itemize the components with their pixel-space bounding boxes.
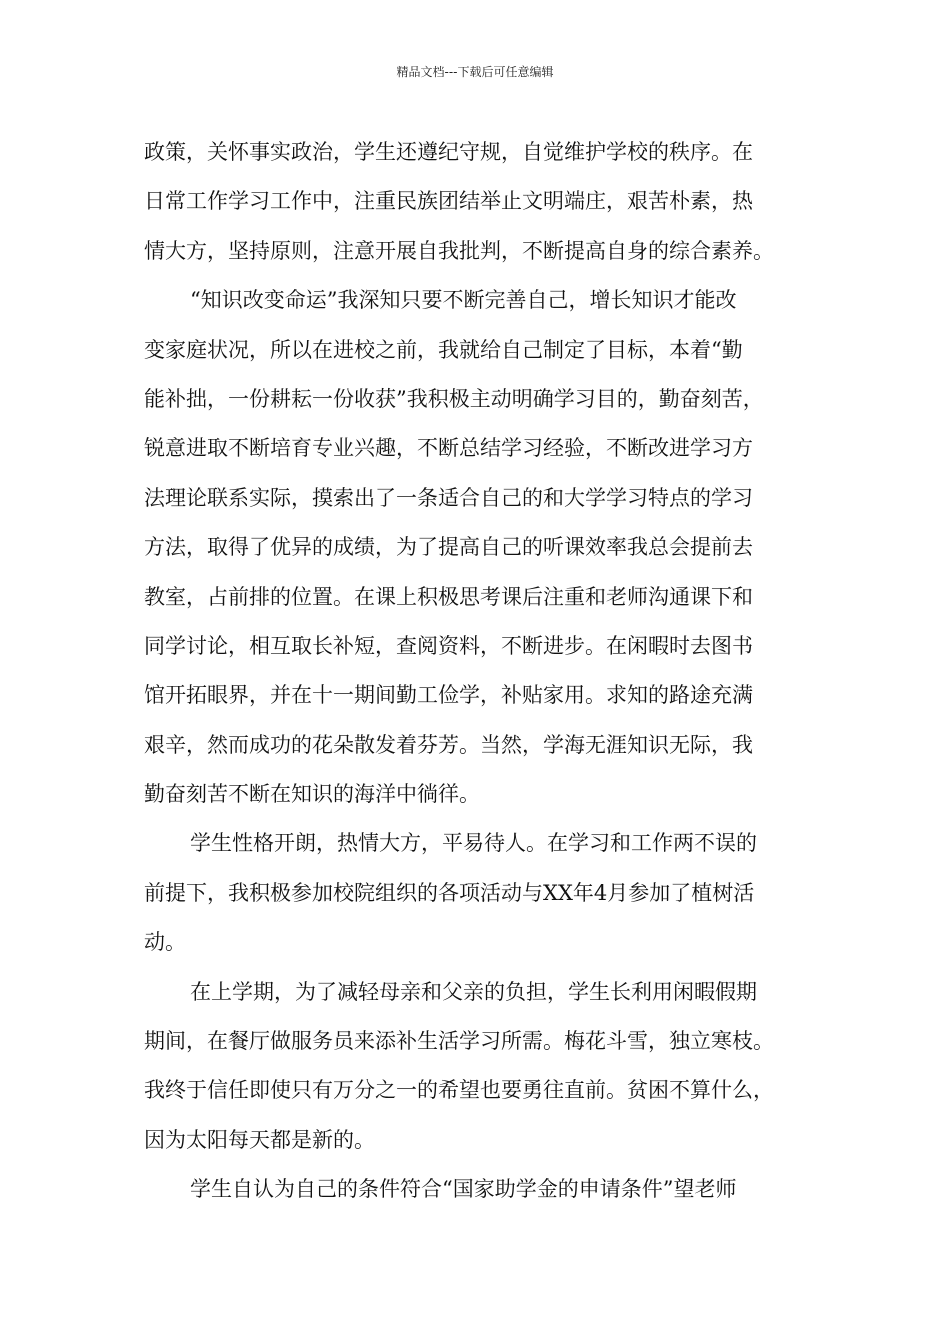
text-line: 政策，关怀事实政治，学生还遵纪守规，自觉维护学校的秩序。在 [144, 140, 753, 164]
text-line: 前提下，我积极参加校院组织的各项活动与XX年4月参加了植树活 [144, 880, 755, 905]
text-line: 方法，取得了优异的成绩，为了提高自己的听课效率我总会提前去 [144, 535, 753, 560]
text-line: 同学讨论，相互取长补短，查阅资料，不断进步。在闲暇时去图书 [144, 633, 753, 658]
text-line: 艰辛，然而成功的花朵散发着芬芳。当然，学海无涯知识无际，我 [144, 732, 753, 757]
text-line: 日常工作学习工作中，注重民族团结举止文明端庄，艰苦朴素，热 [144, 189, 753, 214]
text-line: 因为太阳每天都是新的。 [144, 1127, 375, 1152]
text-line: 在上学期，为了减轻母亲和父亲的负担，学生长利用闲暇假期 [190, 979, 757, 1004]
text-line: 馆开拓眼界，并在十一期间勤工俭学，补贴家用。求知的路途充满 [144, 683, 753, 708]
text-line: 期间，在餐厅做服务员来添补生活学习所需。梅花斗雪，独立寒枝。 [144, 1029, 774, 1054]
text-line: 动。 [144, 930, 186, 955]
text-line: 教室，占前排的位置。在课上积极思考课后注重和老师沟通课下和 [144, 584, 753, 609]
page-header: 精品文档---下载后可任意编辑 [396, 65, 554, 79]
text-line: 变家庭状况，所以在进校之前，我就给自己制定了目标，本着“勤 [144, 337, 743, 362]
text-line: 法理论联系实际，摸索出了一条适合自己的和大学学习特点的学习 [144, 485, 753, 510]
text-line: 学生自认为自己的条件符合“国家助学金的申请条件”望老师 [190, 1177, 737, 1202]
text-line: 能补拙，一份耕耘一份收获”我积极主动明确学习目的，勤奋刻苦， [144, 386, 764, 411]
text-line: 学生性格开朗，热情大方，平易待人。在学习和工作两不误的 [190, 831, 757, 856]
text-line: 勤奋刻苦不断在知识的海洋中徜徉。 [144, 782, 480, 807]
text-line: “知识改变命运”我深知只要不断完善自己，增长知识才能改 [190, 288, 737, 313]
text-line: 锐意进取不断培育专业兴趣，不断总结学习经验，不断改进学习方 [144, 436, 753, 461]
text-line: 情大方，坚持原则，注意开展自我批判，不断提高自身的综合素养。 [144, 238, 774, 263]
text-line: 我终于信任即使只有万分之一的希望也要勇往直前。贫困不算什么， [144, 1078, 774, 1103]
document-body [144, 128, 808, 1215]
